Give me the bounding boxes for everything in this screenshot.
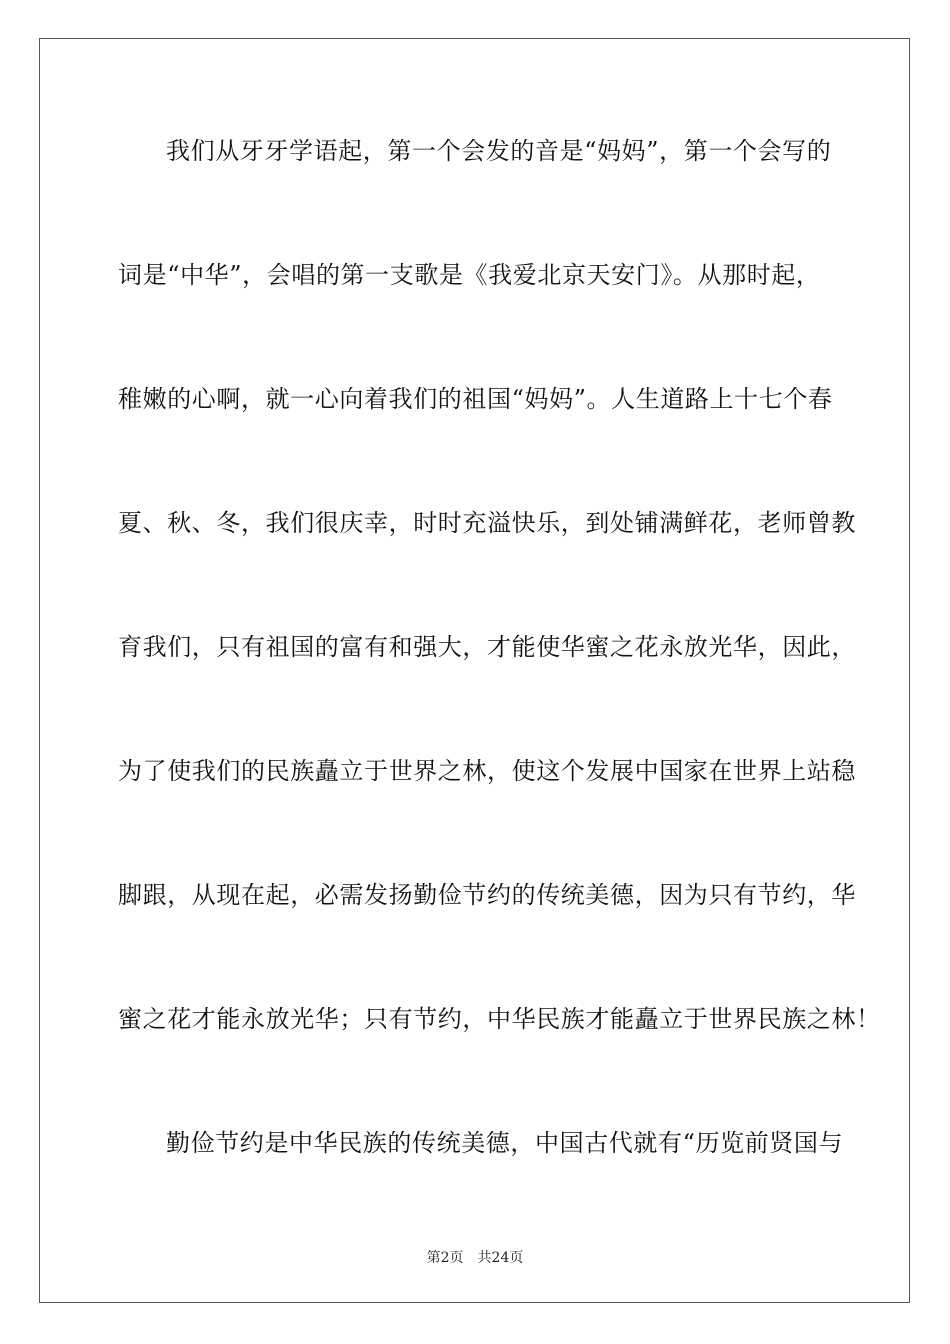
paragraph-1-line-8: 蜜之花才能永放光华；只有节约，中华民族才能矗立于世界民族之林！ [118,1005,881,1033]
paragraph-1-line-4: 夏、秋、冬，我们很庆幸，时时充溢快乐，到处铺满鲜花，老师曾教 [118,509,856,537]
paragraph-1-line-6: 为了使我们的民族矗立于世界之林，使这个发展中国家在世界上站稳 [118,757,856,785]
page-footer [0,1247,950,1267]
paragraph-1-line-3: 稚嫩的心啊，就一心向着我们的祖国“妈妈”。人生道路上十七个春 [118,385,833,413]
paragraph-1-line-5: 育我们，只有祖国的富有和强大，才能使华蜜之花永放光华，因此， [118,633,856,661]
total-pages: 共24页 [477,1250,524,1266]
paragraph-2-line-1: 勤俭节约是中华民族的传统美德，中国古代就有“历览前贤国与 [166,1129,844,1157]
document-body [118,132,881,1248]
page-number: 第2页 [426,1250,464,1266]
paragraph-1-line-2: 词是“中华”，会唱的第一支歌是《我爱北京天安门》。从那时起， [118,261,821,289]
paragraph-1-line-1: 我们从牙牙学语起，第一个会发的音是“妈妈”，第一个会写的 [166,137,832,165]
paragraph-1-line-7: 脚跟，从现在起，必需发扬勤俭节约的传统美德，因为只有节约，华 [118,881,856,909]
